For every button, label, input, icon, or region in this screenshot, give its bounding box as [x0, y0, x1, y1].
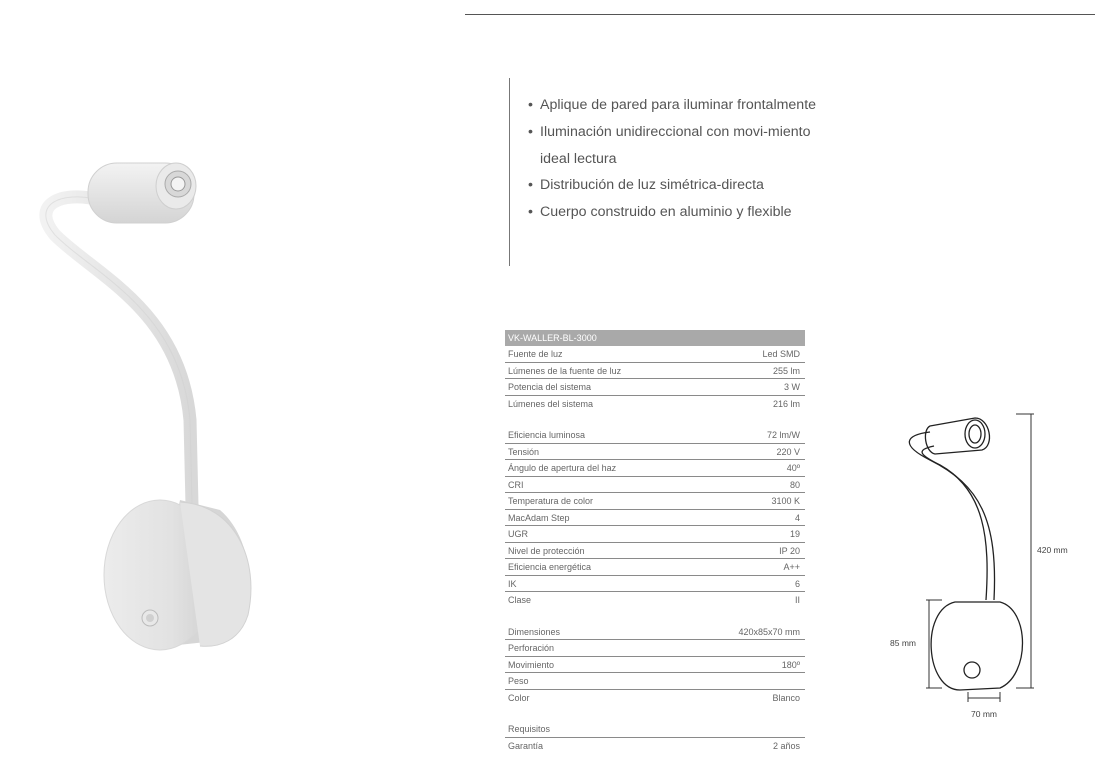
spec-row: Tensión 220 V [505, 444, 805, 461]
spec-table [505, 330, 805, 753]
spec-row: Lúmenes del sistema 216 lm [508, 398, 800, 409]
spec-row: UGR 19 [505, 526, 805, 543]
lamp-product-image [0, 120, 280, 660]
spec-row: Dimensiones 420x85x70 mm [505, 624, 805, 641]
feature-item: • Iluminación unidireccional con movi-miento ideal lectura [530, 119, 830, 173]
spec-row: MacAdam Step 4 [505, 510, 805, 527]
spec-row: Lúmenes de la fuente de luz 255 lm [505, 363, 805, 380]
features-side-bar [509, 78, 510, 266]
dimension-base-height-label: 85 mm [890, 638, 916, 648]
spec-row: CRI 80 [505, 477, 805, 494]
top-divider [465, 14, 1095, 15]
lamp-technical-drawing [880, 400, 1060, 720]
spec-row: Garantía 2 años [508, 740, 800, 751]
spec-row: Color Blanco [508, 692, 800, 703]
feature-list [530, 92, 830, 226]
spec-row: Peso [505, 673, 805, 690]
spec-row: Movimiento 180º [505, 657, 805, 674]
spec-row: Nivel de protección IP 20 [505, 543, 805, 560]
spec-row: Eficiencia energética A++ [505, 559, 805, 576]
spec-row: Requisitos [505, 721, 805, 738]
spec-row: IK 6 [505, 576, 805, 593]
spec-row: Potencia del sistema 3 W [505, 379, 805, 396]
feature-item: • Cuerpo construido en aluminio y flexible [530, 199, 830, 226]
feature-item: • Distribución de luz simétrica-directa [530, 172, 830, 199]
spec-row: Perforación [505, 640, 805, 657]
spec-model-header: VK-WALLER-BL-3000 [505, 330, 805, 346]
spec-row: Clase II [508, 595, 800, 605]
dimension-depth-label: 70 mm [971, 709, 997, 719]
spec-row: Temperatura de color 3100 K [505, 493, 805, 510]
dimension-height-label: 420 mm [1037, 545, 1068, 555]
feature-item: • Aplique de pared para iluminar frontalmente [530, 92, 830, 119]
spec-row: Ángulo de apertura del haz 40º [505, 460, 805, 477]
spec-row: Eficiencia luminosa 72 lm/W [505, 427, 805, 444]
spec-row: Fuente de luz Led SMD [505, 346, 805, 363]
